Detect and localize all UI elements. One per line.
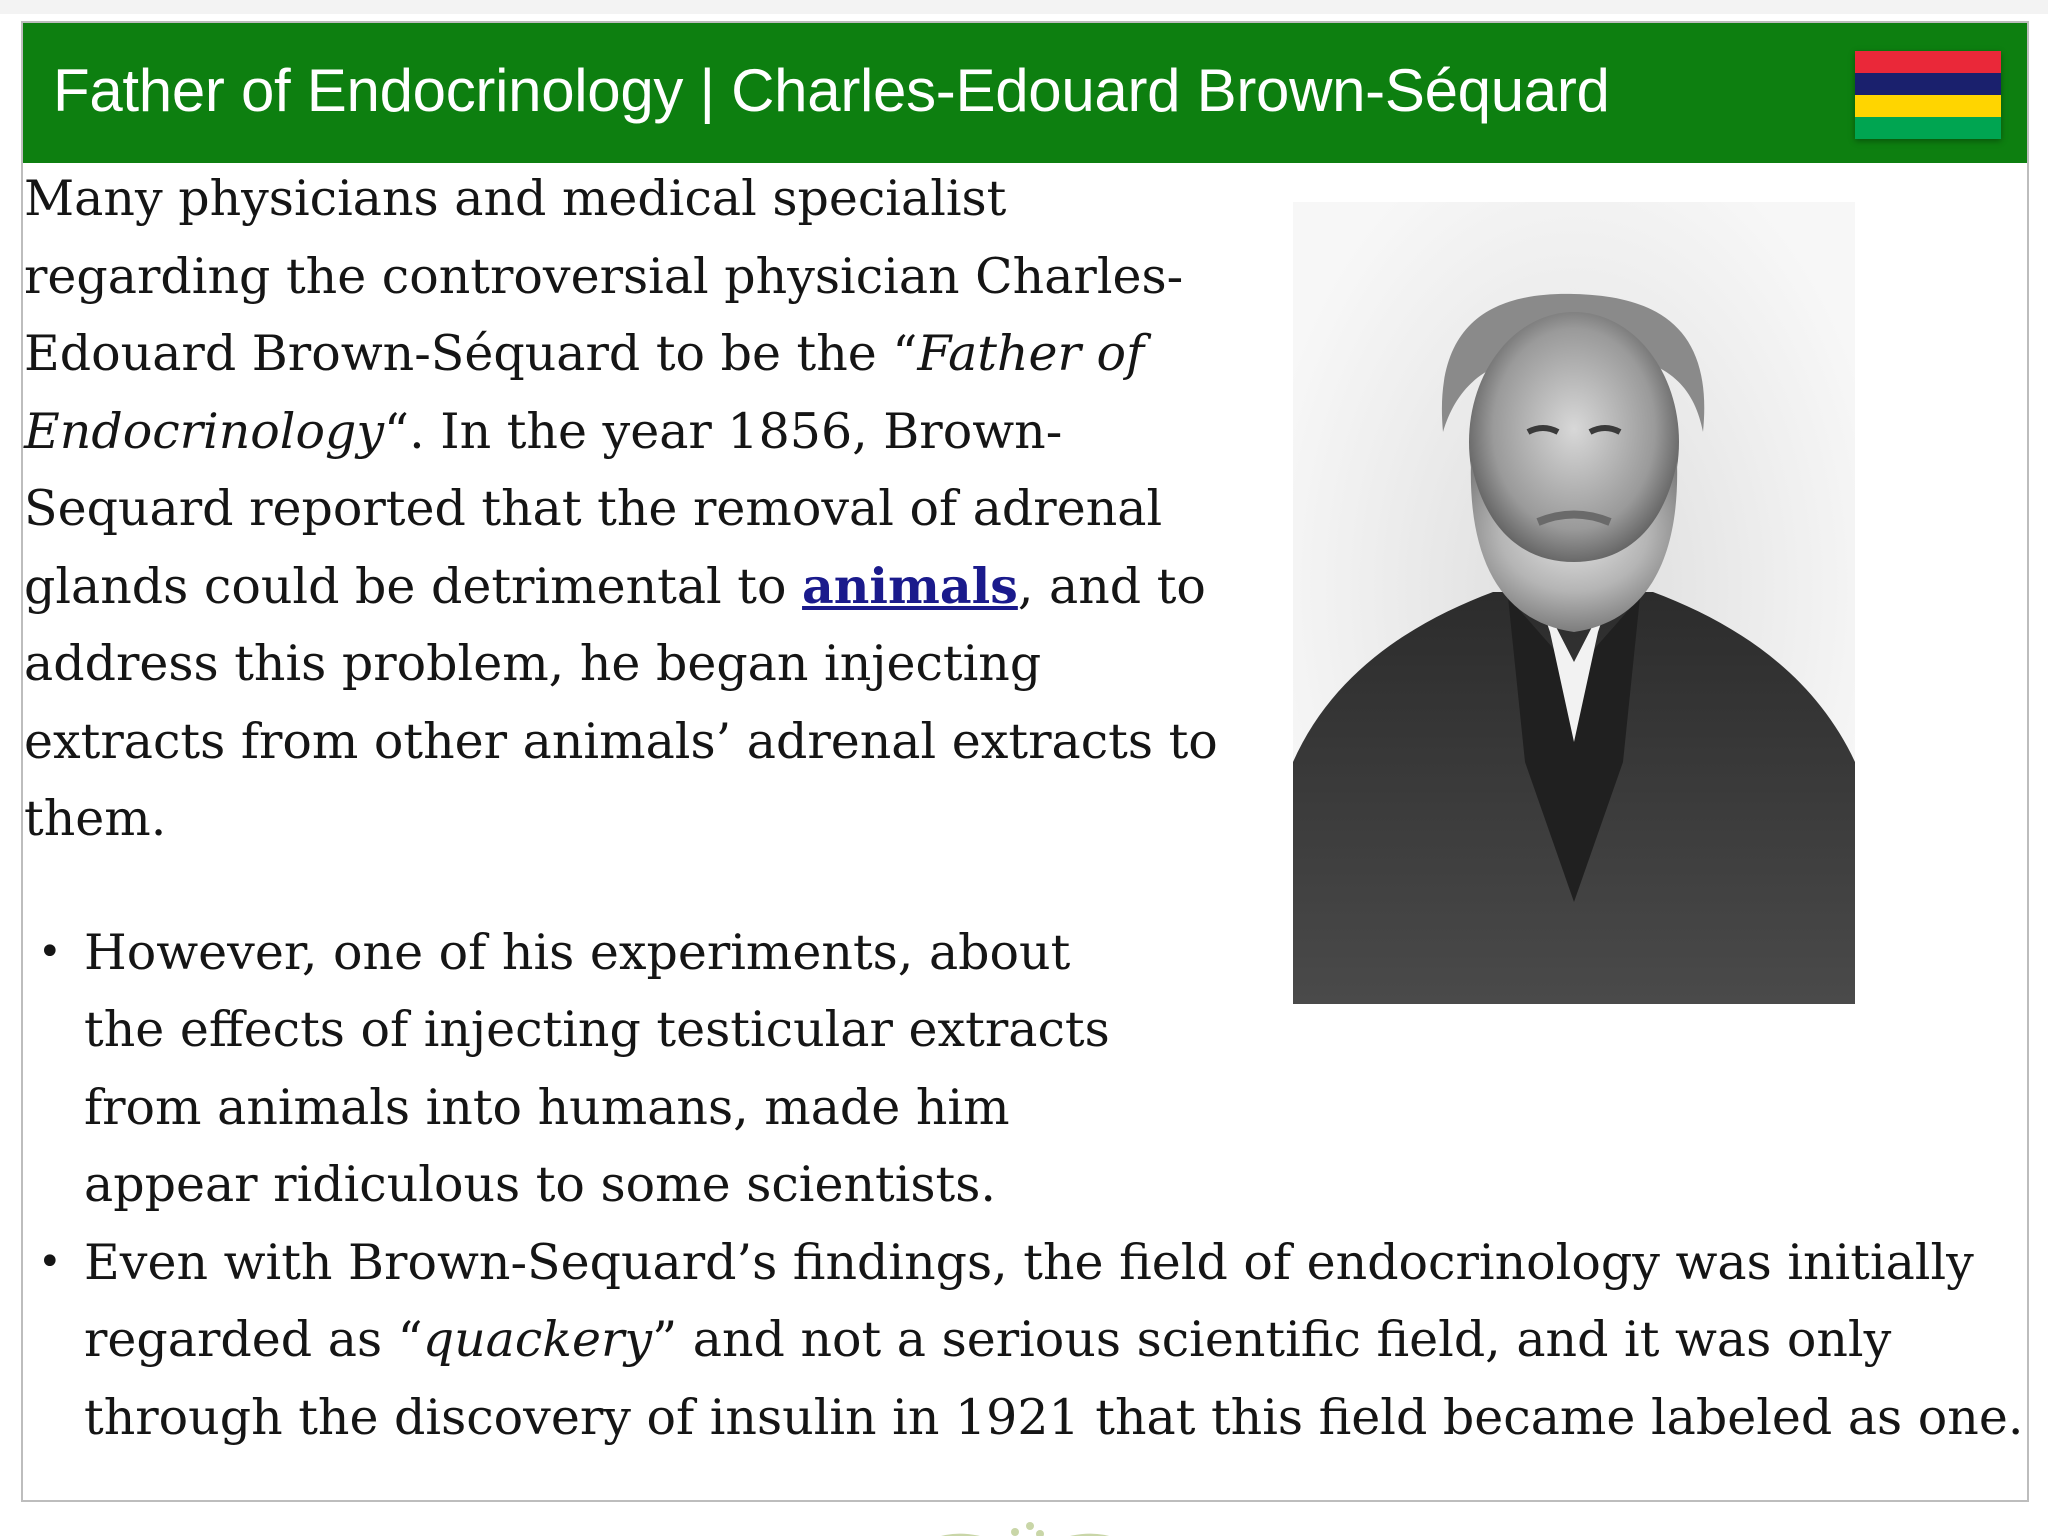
page-title: Father of Endocrinology | Charles-Edouard Brown-Séquard bbox=[53, 57, 1610, 124]
list-item bbox=[24, 1224, 2034, 1457]
animals-link[interactable]: animals bbox=[802, 556, 1018, 615]
intro-emphasis: Father of Endocrinology bbox=[24, 325, 1145, 460]
card-header bbox=[23, 23, 2027, 163]
bullet-text: However, one of his experiments, about the effects of injecting testicular extracts from animals into humans, made him appear ridiculous to some scientists. bbox=[84, 923, 1110, 1213]
mauritius-flag-icon bbox=[1855, 51, 2001, 139]
portrait-illustration bbox=[1293, 202, 1855, 1004]
bullet-icon: • bbox=[38, 1238, 62, 1285]
intro-paragraph bbox=[24, 160, 1224, 858]
bullet-text-2: ” and not a serious scientific field, and it was only through the discovery of insulin in 1921 that this field became labeled as one. bbox=[84, 1311, 2024, 1446]
portrait-engraving-image bbox=[1293, 202, 1855, 1004]
intro-text-1: Many physicians and medical specialist regarding the controversial physician Charles-Edouard Brown-Séquard to be the “ bbox=[24, 170, 1184, 382]
bullet-icon: • bbox=[38, 928, 62, 975]
bottom-logo-fragment bbox=[905, 1520, 1145, 1536]
intro-text-2: “. In the year 1856, Brown-Sequard reported that the removal of adrenal glands could be detrimental to bbox=[24, 402, 1163, 615]
intro-text-3: , and to address this problem, he began injecting extracts from other animals’ adrenal extracts to them. bbox=[24, 557, 1218, 847]
top-strip bbox=[0, 0, 2048, 14]
bullet-text-1: Even with Brown-Sequard’s findings, the field of endocrinology was initially regarded as “ bbox=[84, 1233, 1974, 1368]
list-item bbox=[24, 914, 1164, 1224]
bullet-emphasis: quackery bbox=[422, 1311, 653, 1368]
